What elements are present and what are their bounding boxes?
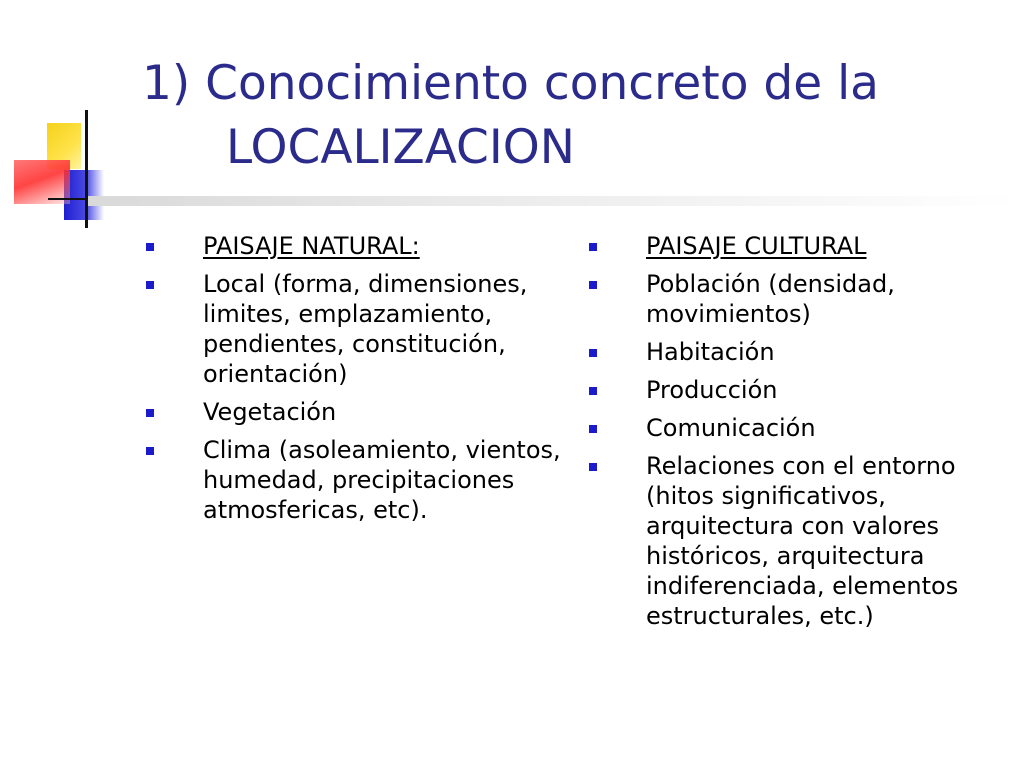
bullet-icon (146, 447, 154, 455)
list-item (143, 269, 563, 389)
list-item-text: Habitación (646, 338, 775, 366)
bullet-icon (589, 281, 597, 289)
list-item (586, 413, 1006, 443)
cultural-landscape-list (586, 231, 1006, 639)
title-line-2: LOCALIZACION (226, 120, 575, 175)
list-item-text: Clima (asoleamiento, vientos, humedad, precipitaciones atmosfericas, etc). (203, 436, 561, 524)
list-item (143, 231, 563, 261)
blue-square-decoration (64, 170, 104, 220)
list-item (586, 269, 1006, 329)
list-item (586, 375, 1006, 405)
natural-landscape-heading: PAISAJE NATURAL: (203, 232, 420, 260)
bullet-icon (146, 281, 154, 289)
title-line-1: 1) Conocimiento concreto de la (142, 56, 879, 111)
list-item-text: Población (densidad, movimientos) (646, 270, 895, 328)
bullet-icon (146, 243, 154, 251)
slide-title (142, 52, 879, 180)
bullet-icon (589, 425, 597, 433)
list-item-text: Relaciones con el entorno (hitos significativos, arquitectura con valores históricos, arquitectura indiferenciada, elementos estructurales, etc.) (646, 452, 959, 630)
list-item-text: Vegetación (203, 398, 337, 426)
title-underline-rule (88, 196, 1018, 206)
list-item (143, 397, 563, 427)
bullet-icon (589, 387, 597, 395)
list-item (586, 337, 1006, 367)
list-item (586, 231, 1006, 261)
cultural-landscape-heading: PAISAJE CULTURAL (646, 232, 867, 260)
vertical-line-decoration (85, 110, 88, 228)
list-item-text: Local (forma, dimensiones, limites, emplazamiento, pendientes, constitución, orientación) (203, 270, 528, 388)
list-item-text: Comunicación (646, 414, 816, 442)
bullet-icon (589, 243, 597, 251)
bullet-icon (589, 349, 597, 357)
bullet-icon (589, 463, 597, 471)
bullet-icon (146, 409, 154, 417)
list-item (586, 451, 1006, 631)
list-item-text: Producción (646, 376, 778, 404)
natural-landscape-list (143, 231, 563, 533)
list-item (143, 435, 563, 525)
